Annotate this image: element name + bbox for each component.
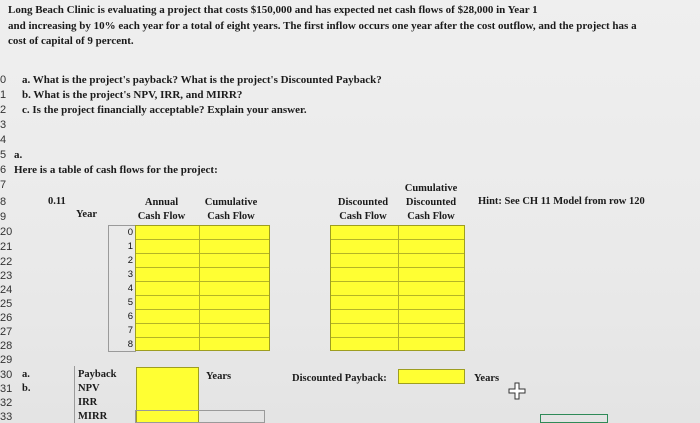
- selected-cell[interactable]: [540, 414, 608, 423]
- npv-label: NPV: [78, 383, 100, 394]
- problem-line-1: Long Beach Clinic is evaluating a project that costs $150,000 and has expected net cash flows of $28,000 in Year 1: [8, 4, 538, 16]
- year-cell[interactable]: 0: [127, 227, 133, 238]
- irr-label: IRR: [78, 397, 98, 408]
- cash-flow-label: Cash Flow: [137, 211, 186, 222]
- year-cell[interactable]: 7: [127, 325, 133, 336]
- discounted-payback-label: Discounted Payback:: [292, 373, 387, 384]
- row-number[interactable]: 27: [0, 326, 13, 338]
- row-number[interactable]: 5: [0, 149, 7, 161]
- problem-line-2: and increasing by 10% each year for a total of eight years. The first inflow occurs one year after the cost outflow, and the project has a: [8, 20, 637, 32]
- label-b: b.: [22, 383, 31, 394]
- row-number[interactable]: 23: [0, 270, 13, 282]
- question-b: b. What is the project's NPV, IRR, and MIRR?: [22, 89, 243, 101]
- mirr-cell[interactable]: [135, 410, 265, 423]
- problem-line-3: cost of capital of 9 percent.: [8, 35, 134, 47]
- move-cursor-icon: [508, 382, 526, 400]
- hint-text: Hint: See CH 11 Model from row 120: [478, 196, 645, 207]
- row-number[interactable]: 31: [0, 383, 13, 395]
- part-a-label: a.: [14, 149, 23, 161]
- year-cell[interactable]: 8: [127, 339, 133, 350]
- row-number[interactable]: 9: [0, 211, 7, 223]
- year-cell[interactable]: 3: [127, 269, 133, 280]
- row-number[interactable]: 7: [0, 179, 7, 191]
- discounted-payback-input[interactable]: [398, 369, 465, 384]
- question-a: a. What is the project's payback? What is the project's Discounted Payback?: [22, 74, 382, 86]
- cum-discounted-cf-header: [398, 182, 464, 224]
- cumulative-cash-flow-label: Cash Flow: [207, 211, 255, 222]
- row-number[interactable]: 1: [0, 89, 7, 101]
- row-number[interactable]: 4: [0, 134, 7, 146]
- discounted-label: Discounted: [337, 197, 389, 208]
- row-number[interactable]: 26: [0, 312, 13, 324]
- row-number[interactable]: 22: [0, 256, 13, 268]
- year-cell[interactable]: 6: [127, 311, 133, 322]
- year-cell[interactable]: 4: [127, 283, 133, 294]
- row-number[interactable]: 3: [0, 119, 7, 131]
- row-number[interactable]: 33: [0, 411, 13, 423]
- label-a: a.: [22, 369, 30, 380]
- cum-discounted-label-3: Cash Flow: [407, 211, 455, 222]
- rate-cell[interactable]: 0.11: [48, 196, 66, 207]
- row-number[interactable]: 2: [0, 104, 7, 116]
- years-label-1: Years: [206, 371, 232, 382]
- annual-label: Annual: [144, 197, 179, 208]
- question-c: c. Is the project financially acceptable? Explain your answer.: [22, 104, 307, 116]
- row-number[interactable]: 25: [0, 298, 13, 310]
- year-header: Year: [76, 209, 97, 220]
- row-number[interactable]: 29: [0, 354, 13, 366]
- year-cell[interactable]: 1: [127, 241, 133, 252]
- row-number[interactable]: 8: [0, 196, 7, 208]
- row-number[interactable]: 21: [0, 241, 13, 253]
- payback-label: Payback: [78, 369, 117, 380]
- cum-discounted-label-1: Cumulative: [404, 183, 458, 194]
- cumulative-cf-header: [197, 196, 265, 224]
- year-cell[interactable]: 5: [127, 297, 133, 308]
- annual-cf-header: [134, 196, 189, 224]
- discounted-cash-flow-input-block[interactable]: [330, 225, 465, 351]
- cum-discounted-label-2: Discounted: [405, 197, 457, 208]
- cash-flow-input-block[interactable]: [135, 225, 270, 351]
- row-number[interactable]: 0: [0, 74, 7, 86]
- years-label-2: Years: [474, 373, 500, 384]
- row-number[interactable]: 28: [0, 340, 13, 352]
- row-number[interactable]: 30: [0, 369, 13, 381]
- row-number[interactable]: 32: [0, 397, 13, 409]
- row-number[interactable]: 20: [0, 226, 13, 238]
- discounted-cf-header: [330, 196, 396, 224]
- table-intro: Here is a table of cash flows for the project:: [14, 164, 218, 176]
- mirr-label: MIRR: [78, 411, 108, 422]
- year-cell[interactable]: 2: [127, 255, 133, 266]
- discounted-cash-flow-label: Cash Flow: [339, 211, 387, 222]
- row-number[interactable]: 6: [0, 164, 7, 176]
- year-column: [108, 225, 136, 352]
- row-number[interactable]: 24: [0, 284, 13, 296]
- cumulative-label: Cumulative: [204, 197, 258, 208]
